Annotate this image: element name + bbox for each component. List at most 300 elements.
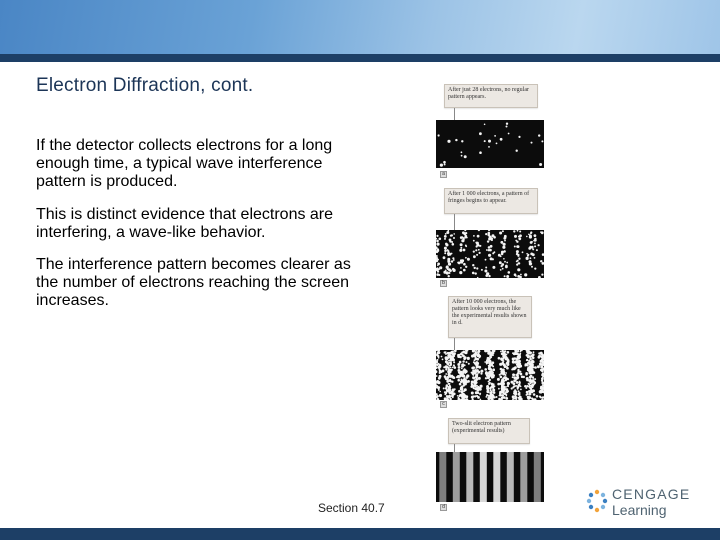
electron-hit — [485, 377, 487, 379]
electron-hit — [465, 380, 468, 383]
electron-hit — [438, 268, 440, 270]
electron-hit — [508, 133, 510, 135]
electron-hit — [463, 263, 466, 266]
electron-hit — [490, 390, 492, 392]
electron-hit — [528, 380, 530, 382]
electron-hit — [481, 269, 483, 271]
electron-hit — [513, 376, 516, 379]
electron-hit — [447, 140, 450, 143]
caption-pointer — [454, 214, 455, 230]
electron-hit — [515, 275, 517, 277]
electron-hit — [449, 396, 451, 398]
electron-hit — [529, 260, 532, 263]
electron-hit — [517, 268, 520, 271]
electron-hit — [498, 398, 501, 400]
electron-hit — [463, 249, 466, 252]
electron-hit — [513, 390, 516, 393]
electron-hit — [484, 361, 486, 363]
electron-hit — [449, 239, 452, 242]
electron-hit — [464, 351, 467, 354]
electron-hit — [530, 241, 533, 244]
electron-hit — [484, 140, 486, 142]
electron-hit — [534, 243, 536, 245]
electron-hit — [493, 391, 496, 394]
electron-hit — [446, 231, 449, 234]
electron-hit — [472, 395, 474, 397]
electron-hit — [511, 369, 513, 371]
electron-hit — [446, 385, 449, 388]
electron-hit — [476, 254, 478, 256]
electron-hit — [516, 245, 519, 248]
electron-hit — [489, 364, 492, 367]
logo-wordmark-line1: CENGAGE — [612, 486, 691, 502]
electron-hit — [520, 364, 522, 366]
electron-hit — [507, 360, 509, 362]
electron-hit — [443, 387, 445, 389]
electron-hit — [538, 355, 541, 358]
electron-hit — [462, 372, 464, 374]
electron-hit — [517, 372, 519, 374]
electron-hit — [524, 385, 526, 387]
electron-hit — [492, 266, 495, 269]
electron-hit — [485, 259, 487, 261]
electron-hit — [528, 360, 530, 362]
electron-hit — [534, 378, 536, 380]
electron-hit — [499, 392, 502, 395]
electron-hit — [497, 383, 500, 386]
electron-hit — [539, 391, 541, 393]
electron-hit — [540, 364, 542, 366]
electron-hit — [488, 230, 490, 231]
electron-hit — [506, 275, 509, 278]
electron-hit — [531, 397, 533, 399]
electron-hit — [500, 358, 503, 361]
electron-hit — [527, 397, 530, 400]
electron-hit — [464, 230, 466, 231]
electron-hit — [474, 370, 477, 373]
electron-hit — [491, 352, 494, 355]
electron-hit — [541, 260, 543, 262]
electron-hit — [448, 275, 450, 277]
electron-hit — [516, 358, 518, 360]
electron-hit — [541, 388, 544, 391]
electron-hit — [523, 376, 525, 378]
electron-hit — [437, 381, 440, 384]
electron-hit — [453, 237, 455, 239]
caption-pointer — [454, 338, 455, 350]
electron-hit — [500, 138, 503, 141]
electron-hit — [506, 367, 509, 370]
electron-hit — [471, 392, 474, 395]
electron-hit — [449, 269, 452, 272]
electron-hit — [452, 268, 455, 271]
electron-hit — [466, 374, 469, 377]
electron-hit — [531, 381, 534, 384]
electron-hit — [506, 126, 508, 128]
electron-hit — [451, 376, 454, 379]
electron-hit — [499, 232, 502, 235]
electron-hit — [472, 264, 474, 266]
electron-hit — [539, 163, 542, 166]
electron-hit — [460, 243, 463, 246]
electron-hit — [536, 395, 539, 398]
electron-hit — [502, 230, 504, 232]
electron-hit — [442, 359, 444, 361]
electron-hit — [484, 350, 487, 352]
electron-hit — [520, 373, 523, 376]
electron-hit — [514, 235, 517, 238]
electron-hit — [498, 357, 501, 360]
electron-hit — [517, 350, 519, 352]
electron-hit — [466, 361, 468, 363]
electron-hit — [452, 359, 454, 361]
electron-hit — [448, 383, 450, 385]
electron-hit — [488, 140, 491, 143]
electron-hit — [532, 376, 534, 378]
electron-hit — [460, 267, 462, 269]
electron-hit — [502, 350, 504, 352]
electron-hit — [487, 376, 490, 379]
electron-hit — [480, 399, 482, 400]
electron-hit — [492, 371, 494, 373]
electron-hit — [467, 357, 470, 360]
electron-hit — [504, 350, 506, 352]
electron-hit — [533, 393, 536, 396]
electron-hit — [489, 372, 492, 375]
electron-hit — [518, 254, 520, 256]
electron-hit — [449, 362, 452, 365]
electron-hit — [449, 371, 451, 373]
electron-hit — [500, 269, 502, 271]
electron-hit — [436, 398, 439, 400]
electron-hit — [512, 360, 515, 363]
electron-hit — [540, 352, 543, 355]
electron-hit — [443, 366, 445, 368]
electron-hit — [447, 376, 449, 378]
electron-hit — [526, 385, 528, 387]
electron-hit — [533, 351, 535, 353]
interference-fringe — [493, 452, 500, 502]
electron-hit — [515, 379, 517, 381]
electron-hit — [506, 363, 509, 366]
electron-hit — [464, 368, 466, 370]
electron-hit — [477, 392, 479, 394]
electron-hit — [451, 394, 454, 397]
electron-hit — [542, 262, 545, 265]
electron-hit — [500, 241, 503, 244]
paragraph-1: If the detector collects electrons for a long enough time, a typical wave interference pattern is produced. — [36, 137, 333, 190]
electron-hit — [452, 389, 454, 391]
electron-hit — [447, 390, 449, 392]
electron-hit — [541, 140, 543, 142]
electron-hit — [440, 164, 443, 167]
electron-hit — [503, 387, 505, 389]
electron-hit — [517, 366, 519, 368]
electron-hit — [488, 383, 490, 385]
electron-hit — [531, 385, 534, 388]
electron-hit — [436, 393, 438, 395]
electron-hit — [464, 364, 466, 366]
electron-hit — [529, 247, 531, 249]
electron-hit — [462, 231, 465, 234]
electron-hit — [488, 249, 490, 251]
electron-hit — [478, 377, 480, 379]
electron-hit — [476, 395, 478, 397]
electron-hit — [461, 396, 463, 398]
electron-hit — [452, 367, 454, 369]
electron-hit — [541, 398, 544, 400]
electron-hit — [457, 379, 460, 382]
electron-hit — [506, 262, 508, 264]
electron-hit — [445, 373, 447, 375]
electron-hit — [475, 375, 477, 377]
electron-hit — [461, 155, 463, 157]
electron-hit — [480, 373, 482, 375]
electron-hit — [460, 356, 462, 358]
electron-hit — [541, 356, 544, 359]
electron-hit — [516, 241, 518, 243]
electron-hit — [505, 372, 507, 374]
electron-diffraction-figure — [430, 80, 548, 520]
logo-wordmark-line2: Learning — [612, 502, 667, 518]
electron-hit — [507, 351, 510, 354]
interference-fringe — [466, 452, 473, 502]
electron-hit — [504, 261, 506, 263]
electron-hit — [459, 249, 462, 252]
cengage-logo-icon — [584, 488, 610, 514]
electron-hit — [500, 351, 502, 353]
interference-fringe — [439, 452, 446, 502]
electron-hit — [515, 360, 518, 363]
electron-hit — [453, 364, 455, 366]
interference-fringe — [520, 452, 527, 502]
electron-hit — [503, 396, 506, 399]
electron-hit — [463, 394, 466, 397]
electron-hit — [473, 240, 475, 242]
electron-hit — [516, 250, 519, 253]
electron-hit — [487, 387, 490, 390]
electron-hit — [445, 360, 448, 363]
electron-hit — [452, 352, 455, 355]
electron-hit — [537, 365, 540, 368]
electron-hit — [445, 368, 447, 370]
electron-hit — [519, 382, 521, 384]
electron-hit — [454, 366, 457, 369]
electron-hit — [490, 361, 492, 363]
electron-hit — [461, 352, 463, 354]
electron-hit — [447, 250, 449, 252]
electron-hit — [459, 271, 462, 274]
electron-hit — [536, 249, 538, 251]
electron-hit — [533, 354, 535, 356]
electron-hit — [458, 372, 460, 374]
electron-hit — [462, 360, 464, 362]
electron-hit — [516, 150, 518, 152]
electron-hit — [488, 254, 491, 257]
electron-hit — [541, 274, 543, 276]
electron-hit — [479, 393, 481, 395]
electron-hit — [488, 232, 491, 235]
electron-hit — [518, 237, 521, 240]
electron-hit — [493, 236, 496, 239]
electron-hit — [506, 391, 508, 393]
electron-hit — [473, 361, 475, 363]
electron-hit — [504, 240, 506, 242]
electron-hit — [457, 375, 460, 378]
interference-fringe — [480, 452, 487, 502]
electron-hit — [532, 356, 534, 358]
electron-hit — [484, 270, 487, 273]
electron-hit — [436, 370, 437, 373]
electron-hit — [436, 350, 437, 351]
electron-hit — [465, 398, 468, 400]
slide-title: Electron Diffraction, cont. — [36, 75, 254, 96]
electron-hit — [465, 257, 467, 259]
electron-hit — [443, 271, 446, 274]
electron-hit — [453, 355, 455, 357]
electron-hit — [436, 240, 439, 243]
electron-hit — [485, 267, 487, 269]
electron-hit — [519, 234, 522, 237]
electron-hit — [461, 366, 463, 368]
electron-hit — [492, 365, 494, 367]
electron-hit — [514, 366, 517, 369]
electron-hit — [448, 360, 450, 362]
electron-hit — [534, 366, 537, 369]
electron-hit — [503, 392, 505, 394]
electron-hit — [493, 374, 495, 376]
electron-hit — [474, 267, 476, 269]
electron-hit — [473, 235, 475, 237]
electron-hit — [492, 386, 494, 388]
electron-hit — [458, 390, 461, 393]
electron-hit — [488, 238, 491, 241]
electron-hit — [439, 377, 441, 379]
electron-hit — [541, 390, 544, 393]
electron-hit — [505, 379, 507, 381]
electron-hit — [477, 389, 479, 391]
electron-hit — [485, 233, 487, 235]
electron-hit — [502, 246, 505, 249]
header-gradient-band — [0, 0, 720, 54]
panel-1000-electrons — [436, 230, 544, 278]
electron-hit — [447, 352, 449, 354]
electron-hit — [530, 391, 532, 393]
section-footer: Section 40.7 — [318, 501, 385, 515]
electron-hit — [463, 375, 465, 377]
caption-pointer — [454, 444, 455, 452]
electron-hit — [436, 366, 438, 369]
electron-hit — [479, 132, 482, 135]
electron-hit — [479, 388, 482, 391]
electron-hit — [529, 358, 532, 361]
electron-hit — [478, 230, 480, 231]
cengage-learning-logo — [584, 484, 694, 518]
electron-hit — [479, 252, 481, 254]
electron-hit — [439, 372, 441, 374]
electron-hit — [534, 268, 536, 270]
electron-hit — [443, 161, 446, 164]
electron-hit — [437, 395, 439, 397]
electron-hit — [542, 384, 544, 386]
electron-hit — [514, 246, 516, 248]
electron-hit — [538, 134, 540, 136]
panel-two-slit-pattern — [436, 452, 544, 502]
caption-pointer — [454, 108, 455, 120]
electron-hit — [489, 380, 491, 382]
electron-hit — [439, 394, 442, 397]
paragraph-2: This is distinct evidence that electrons are interfering, a wave-like behavior. — [36, 206, 334, 241]
electron-hit — [484, 368, 487, 371]
electron-hit — [518, 136, 520, 138]
electron-hit — [516, 392, 518, 394]
electron-hit — [492, 361, 495, 364]
electron-hit — [438, 134, 440, 136]
electron-hit — [525, 372, 528, 375]
electron-hit — [502, 389, 505, 392]
electron-hit — [465, 370, 467, 372]
electron-hit — [533, 381, 536, 384]
electron-hit — [473, 387, 475, 389]
electron-hit — [450, 235, 452, 237]
electron-hit — [527, 355, 530, 358]
electron-hit — [436, 248, 439, 251]
electron-hit — [473, 374, 475, 376]
electron-hit — [473, 251, 475, 253]
electron-hit — [517, 386, 520, 389]
electron-hit — [446, 395, 448, 397]
electron-hit — [445, 270, 447, 272]
electron-hit — [458, 370, 460, 372]
electron-hit — [486, 272, 489, 275]
electron-hit — [541, 373, 544, 376]
electron-hit — [464, 356, 467, 359]
electron-hit — [461, 140, 463, 142]
electron-hit — [475, 272, 477, 274]
electron-hit — [451, 253, 453, 255]
electron-hit — [444, 164, 446, 166]
electron-hit — [449, 379, 451, 381]
electron-hit — [453, 361, 455, 363]
electron-hit — [476, 267, 478, 269]
electron-hit — [475, 242, 477, 244]
electron-hit — [515, 351, 517, 353]
electron-hit — [499, 395, 501, 397]
electron-hit — [454, 350, 457, 352]
electron-hit — [527, 391, 529, 393]
electron-hit — [507, 378, 509, 380]
electron-hit — [436, 375, 438, 377]
electron-hit — [475, 249, 477, 251]
electron-hit — [484, 124, 486, 126]
electron-hit — [494, 135, 496, 137]
electron-hit — [525, 363, 528, 366]
electron-hit — [529, 352, 532, 355]
electron-hit — [486, 359, 489, 362]
electron-hit — [519, 396, 521, 398]
electron-hit — [442, 370, 445, 373]
electron-hit — [466, 237, 468, 239]
electron-hit — [513, 230, 515, 232]
electron-hit — [505, 388, 508, 391]
electron-hit — [437, 265, 439, 267]
electron-hit — [477, 277, 479, 278]
electron-hit — [502, 379, 505, 382]
electron-hit — [491, 239, 493, 241]
electron-hit — [530, 366, 533, 369]
electron-hit — [467, 258, 470, 261]
electron-hit — [517, 230, 519, 232]
